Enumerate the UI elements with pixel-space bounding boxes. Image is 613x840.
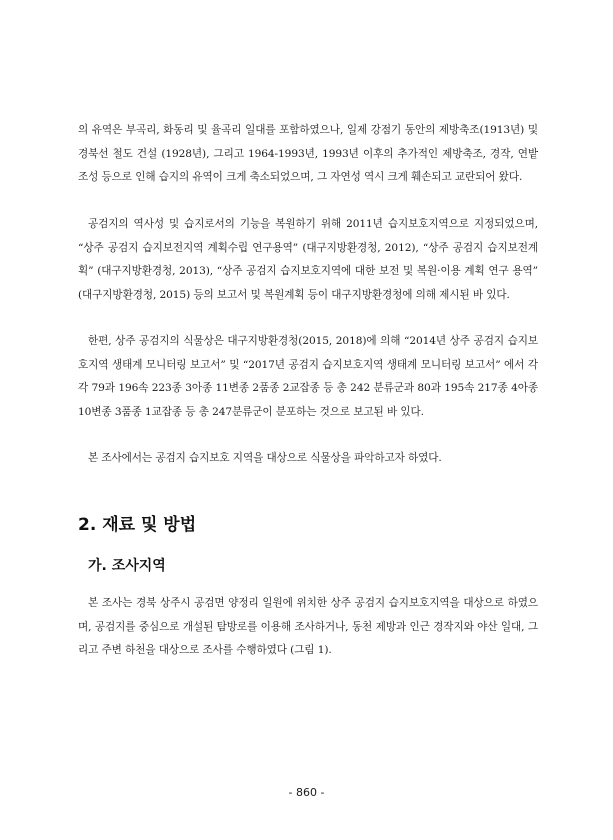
paragraph-protection-designation: 공검지의 역사성 및 습지로서의 기능을 복원하기 위해 2011년 습지보호지역으로 지정되었으며, “상주 공검지 습지보전지역 계획수립 연구용역” (대구지방환경청, 2012), “상주 공검지 습지보전계획” (대구지방환경청, 2013), “상주 공검지 습지보호지역에 대한 보전 및 복원·이용 계획 연구 용역” (대구지방환경청, 2015) 등의 보고서 및 복원계획 등이 대구지방환경청에 의해 제시된 바 있다. [78, 218, 538, 301]
paragraph-study-aim: 본 조사에서는 공검지 습지보호 지역을 대상으로 식물상을 파악하고자 하였다. [88, 452, 442, 464]
paragraph-previous-flora-reports: 한편, 상주 공검지의 식물상은 대구지방환경청(2015, 2018)에 의해 “2014년 상주 공검지 습지보호지역 생태계 모니터링 보고서” 및 “2017년 공검지 습지보호지역 생태계 모니터링 보고서” 에서 각각 79과 196속 223종 3아종 11변종 2품종 2교잡종 등 총 242 분류군과 80과 195속 217종 4아종 10변종 3품종 1교잡종 등 총 247분류군이 분포하는 것으로 보고된 바 있다. [78, 335, 538, 418]
paragraph-study-area: 본 조사는 경북 상주시 공검면 양정리 일원에 위치한 상주 공검지 습지보호지역을 대상으로 하였으며, 공검지를 중심으로 개설된 탐방로를 이용해 조사하거나, 동천 제방과 인근 경작지와 야산 일대, 그리고 주변 하천을 대상으로 조사를 수행하였다 (그림 1). [78, 597, 538, 656]
paragraph-watershed-history: 의 유역은 부곡리, 화동리 및 율곡리 일대를 포함하였으나, 일제 강점기 동안의 제방축조(1913년) 및 경북선 철도 건설 (1928년), 그리고 1964-1993년, 1993년 이후의 추가적인 제방축조, 경작, 연밭 조성 등으로 인해 습지의 유역이 크게 축소되었으며, 그 자연성 역시 크게 훼손되고 교란되어 왔다. [78, 124, 538, 183]
section-heading: 2. 재료 및 방법 [78, 515, 197, 535]
subsection-heading: 가. 조사지역 [88, 558, 166, 574]
page-number: - 860 - [288, 786, 325, 799]
